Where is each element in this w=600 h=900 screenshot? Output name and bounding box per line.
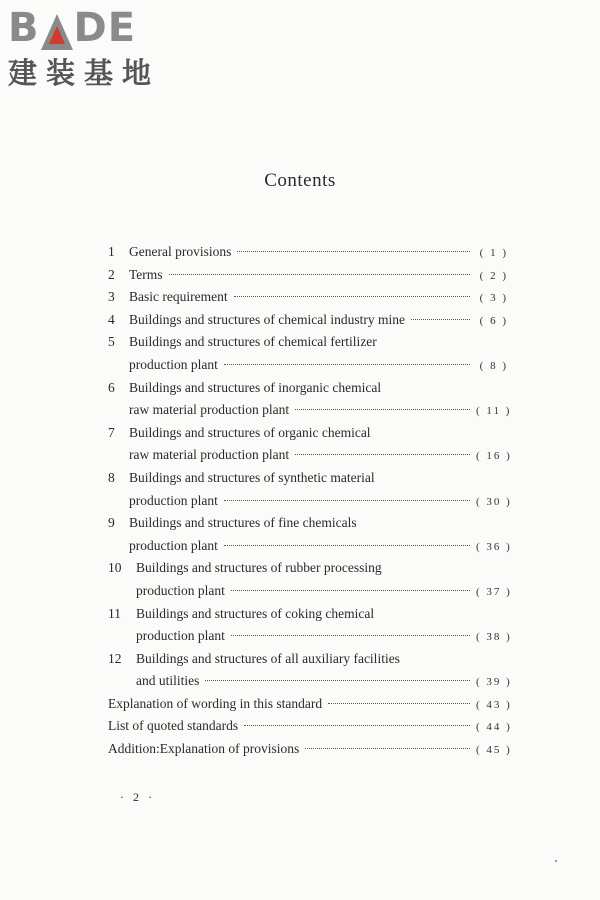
toc-entry-page: ( 37 ) bbox=[476, 585, 512, 598]
toc-entry[interactable] bbox=[108, 377, 512, 422]
dot-leader bbox=[295, 409, 470, 410]
dot-leader bbox=[169, 274, 470, 275]
toc-entry-title: List of quoted standards bbox=[108, 718, 239, 734]
toc-entry[interactable] bbox=[108, 715, 512, 738]
toc-entry-number: 8 bbox=[108, 469, 115, 485]
toc-entry-page: ( 30 ) bbox=[476, 495, 512, 508]
toc-entry-title: production plant bbox=[136, 628, 225, 644]
toc-entry-page: ( 45 ) bbox=[476, 744, 512, 757]
toc-entry-title: Buildings and structures of chemical fertilizer bbox=[129, 334, 377, 350]
toc-entry-number: 6 bbox=[108, 379, 115, 395]
toc-entry-title: Addition:Explanation of provisions bbox=[108, 741, 300, 757]
toc-entry-title: Buildings and structures of synthetic material bbox=[129, 469, 375, 485]
toc-entry[interactable] bbox=[108, 467, 512, 512]
page-title: Contents bbox=[264, 170, 336, 191]
scan-speck bbox=[555, 860, 557, 862]
toc-entry-title: raw material production plant bbox=[129, 447, 290, 463]
dot-leader bbox=[244, 725, 470, 726]
toc-entry-number: 9 bbox=[108, 515, 115, 531]
dot-leader bbox=[237, 251, 470, 252]
toc-entry-page: ( 11 ) bbox=[476, 405, 512, 418]
dot-leader bbox=[305, 748, 470, 749]
toc-entry-number: 2 bbox=[108, 266, 115, 282]
toc-entry-title: Buildings and structures of fine chemicals bbox=[129, 515, 357, 531]
logo-subtitle: 建装基地 bbox=[8, 56, 161, 90]
toc-entry[interactable] bbox=[108, 286, 508, 309]
toc-entry-title: Buildings and structures of rubber processing bbox=[136, 560, 382, 576]
toc-entry-title: Explanation of wording in this standard bbox=[108, 695, 323, 711]
dot-leader bbox=[231, 635, 470, 636]
toc-entry-title: Basic requirement bbox=[129, 289, 228, 305]
toc-entry-title: Terms bbox=[129, 266, 163, 282]
toc-entry-title: Buildings and structures of all auxiliary facilities bbox=[136, 650, 400, 666]
toc-entry-page: ( 3 ) bbox=[479, 292, 508, 305]
toc-entry-page: ( 6 ) bbox=[479, 314, 508, 327]
toc-entry-page: ( 38 ) bbox=[476, 631, 512, 644]
toc-entry[interactable] bbox=[108, 309, 508, 332]
toc-entry[interactable] bbox=[108, 264, 508, 287]
toc-entry-page: ( 44 ) bbox=[476, 721, 512, 734]
toc-entry-title: Buildings and structures of chemical industry mine bbox=[129, 311, 405, 327]
toc-entry-title: production plant bbox=[129, 356, 218, 372]
toc-entry-page: ( 8 ) bbox=[479, 359, 508, 372]
toc-entry-number: 1 bbox=[108, 244, 115, 259]
toc-entry-number: 3 bbox=[108, 289, 115, 305]
toc-entry-title: production plant bbox=[136, 582, 225, 598]
toc-entry-number: 12 bbox=[108, 650, 122, 666]
toc-entry-number: 4 bbox=[108, 311, 115, 327]
toc-entry-page: ( 16 ) bbox=[476, 450, 512, 463]
toc-entry-title: production plant bbox=[129, 492, 218, 508]
dot-leader bbox=[224, 500, 470, 501]
toc-entry[interactable] bbox=[108, 331, 508, 376]
dot-leader bbox=[224, 364, 470, 365]
logo-wordmark bbox=[8, 6, 176, 50]
toc-entry-page: ( 39 ) bbox=[476, 676, 512, 689]
toc-entry[interactable] bbox=[108, 512, 512, 557]
toc-entry[interactable] bbox=[108, 738, 512, 761]
logo bbox=[8, 6, 176, 90]
toc-entry[interactable] bbox=[108, 241, 508, 264]
toc-entry-title: Buildings and structures of inorganic chemical bbox=[129, 379, 382, 395]
dot-leader bbox=[328, 703, 470, 704]
toc-entry[interactable] bbox=[108, 557, 512, 602]
toc-entry-title: General provisions bbox=[129, 244, 232, 259]
toc-entry-page: ( 36 ) bbox=[476, 540, 512, 553]
logo-letter-b: B bbox=[8, 5, 40, 51]
toc-entry[interactable] bbox=[108, 648, 512, 693]
toc-entry-page: ( 1 ) bbox=[479, 247, 508, 259]
dot-leader bbox=[411, 319, 470, 320]
toc-entry[interactable] bbox=[108, 603, 512, 648]
dot-leader bbox=[231, 590, 470, 591]
toc-entry[interactable] bbox=[108, 693, 512, 716]
toc-entry-title: production plant bbox=[129, 537, 218, 553]
dot-leader bbox=[234, 296, 470, 297]
table-of-contents bbox=[108, 241, 512, 761]
toc-entry-page: ( 2 ) bbox=[479, 269, 508, 282]
dot-leader bbox=[205, 680, 470, 681]
toc-entry[interactable] bbox=[108, 422, 512, 467]
toc-entry-title: raw material production plant bbox=[129, 402, 290, 418]
toc-entry-title: Buildings and structures of organic chemical bbox=[129, 424, 371, 440]
page-number: · 2 · bbox=[120, 790, 155, 804]
dot-leader bbox=[295, 454, 470, 455]
toc-entry-title: Buildings and structures of coking chemical bbox=[136, 605, 375, 621]
toc-entry-number: 5 bbox=[108, 334, 115, 350]
toc-entry-title: and utilities bbox=[136, 673, 200, 689]
logo-a-triangle-icon bbox=[40, 12, 74, 50]
dot-leader bbox=[224, 545, 470, 546]
toc-entry-number: 10 bbox=[108, 560, 122, 576]
toc-entry-page: ( 43 ) bbox=[476, 698, 512, 711]
toc-entry-number: 7 bbox=[108, 424, 115, 440]
toc-entry-number: 11 bbox=[108, 605, 121, 621]
logo-letters-de: DE bbox=[73, 5, 137, 51]
